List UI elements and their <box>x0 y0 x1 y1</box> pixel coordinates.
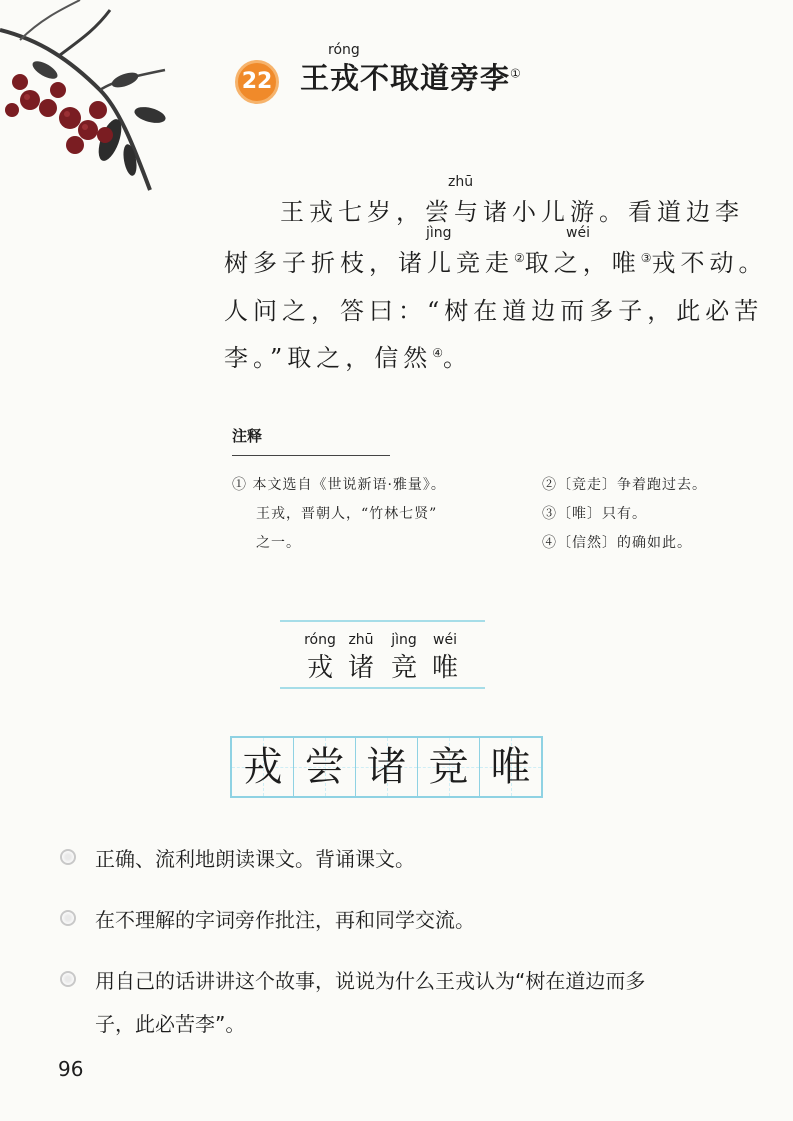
vocab-pinyin-4: wéi <box>433 632 457 648</box>
notes-heading: 注释 <box>232 427 263 445</box>
title-footnote-ref: ① <box>510 66 522 81</box>
vocab-pinyin-2: zhū <box>348 632 374 648</box>
vocab-top-rule <box>280 620 485 622</box>
vocab-pinyin-3: jìng <box>391 632 417 648</box>
vocab-bottom-rule <box>280 687 485 689</box>
text-line-2: 树多子折枝，诸儿竞走②取之，唯③戎不动。 <box>224 249 768 277</box>
branch-illustration <box>0 0 200 200</box>
grid-cell: 尝 <box>294 738 356 796</box>
exercise-2: 在不理解的字词旁作批注，再和同学交流。 <box>95 908 475 932</box>
title-pinyin: róng <box>328 42 360 58</box>
pinyin-jing: jìng <box>426 225 452 241</box>
note-3: ③〔唯〕只有。 <box>542 506 647 522</box>
vocab-pinyin-1: róng <box>304 632 336 648</box>
text-line-3: 人问之，答曰：“树在道边而多子，此必苦 <box>224 297 764 325</box>
grid-cell: 戎 <box>232 738 294 796</box>
note-2: ②〔竞走〕争着跑过去。 <box>542 477 707 493</box>
lesson-title: 王戎不取道旁李① <box>300 61 522 95</box>
lesson-number-badge: 22 <box>235 60 279 104</box>
note-1-line-3: 之一。 <box>256 535 301 551</box>
text-line-4: 李。”取之，信然④。 <box>224 344 473 372</box>
exercise-bullet-icon <box>60 971 76 987</box>
page-number: 96 <box>58 1057 84 1081</box>
note-1-line-1: ① 本文选自《世说新语·雅量》。 <box>232 477 446 493</box>
vocab-char-2: 诸 <box>347 653 374 683</box>
pinyin-wei: wéi <box>566 225 590 241</box>
exercise-3-line-1: 用自己的话讲讲这个故事，说说为什么王戎认为“树在道边而多 <box>95 969 646 993</box>
grid-cell: 诸 <box>356 738 418 796</box>
exercise-bullet-icon <box>60 910 76 926</box>
note-4: ④〔信然〕的确如此。 <box>542 535 692 551</box>
writing-grid <box>230 736 543 798</box>
vocab-char-4: 唯 <box>431 653 458 683</box>
exercise-bullet-icon <box>60 849 76 865</box>
grid-cell: 唯 <box>480 738 541 796</box>
notes-divider <box>232 455 390 456</box>
text-line-1: 王戎七岁，尝与诸小儿游。看道边李 <box>280 198 744 226</box>
grid-cell: 竞 <box>418 738 480 796</box>
pinyin-zhu: zhū <box>448 174 474 190</box>
exercise-3-line-2: 子，此必苦李”。 <box>95 1012 246 1036</box>
exercise-1: 正确、流利地朗读课文。背诵课文。 <box>95 847 415 871</box>
note-1-line-2: 王戎，晋朝人，“竹林七贤” <box>256 506 438 522</box>
vocab-char-1: 戎 <box>306 653 333 683</box>
vocab-char-3: 竞 <box>390 653 417 683</box>
